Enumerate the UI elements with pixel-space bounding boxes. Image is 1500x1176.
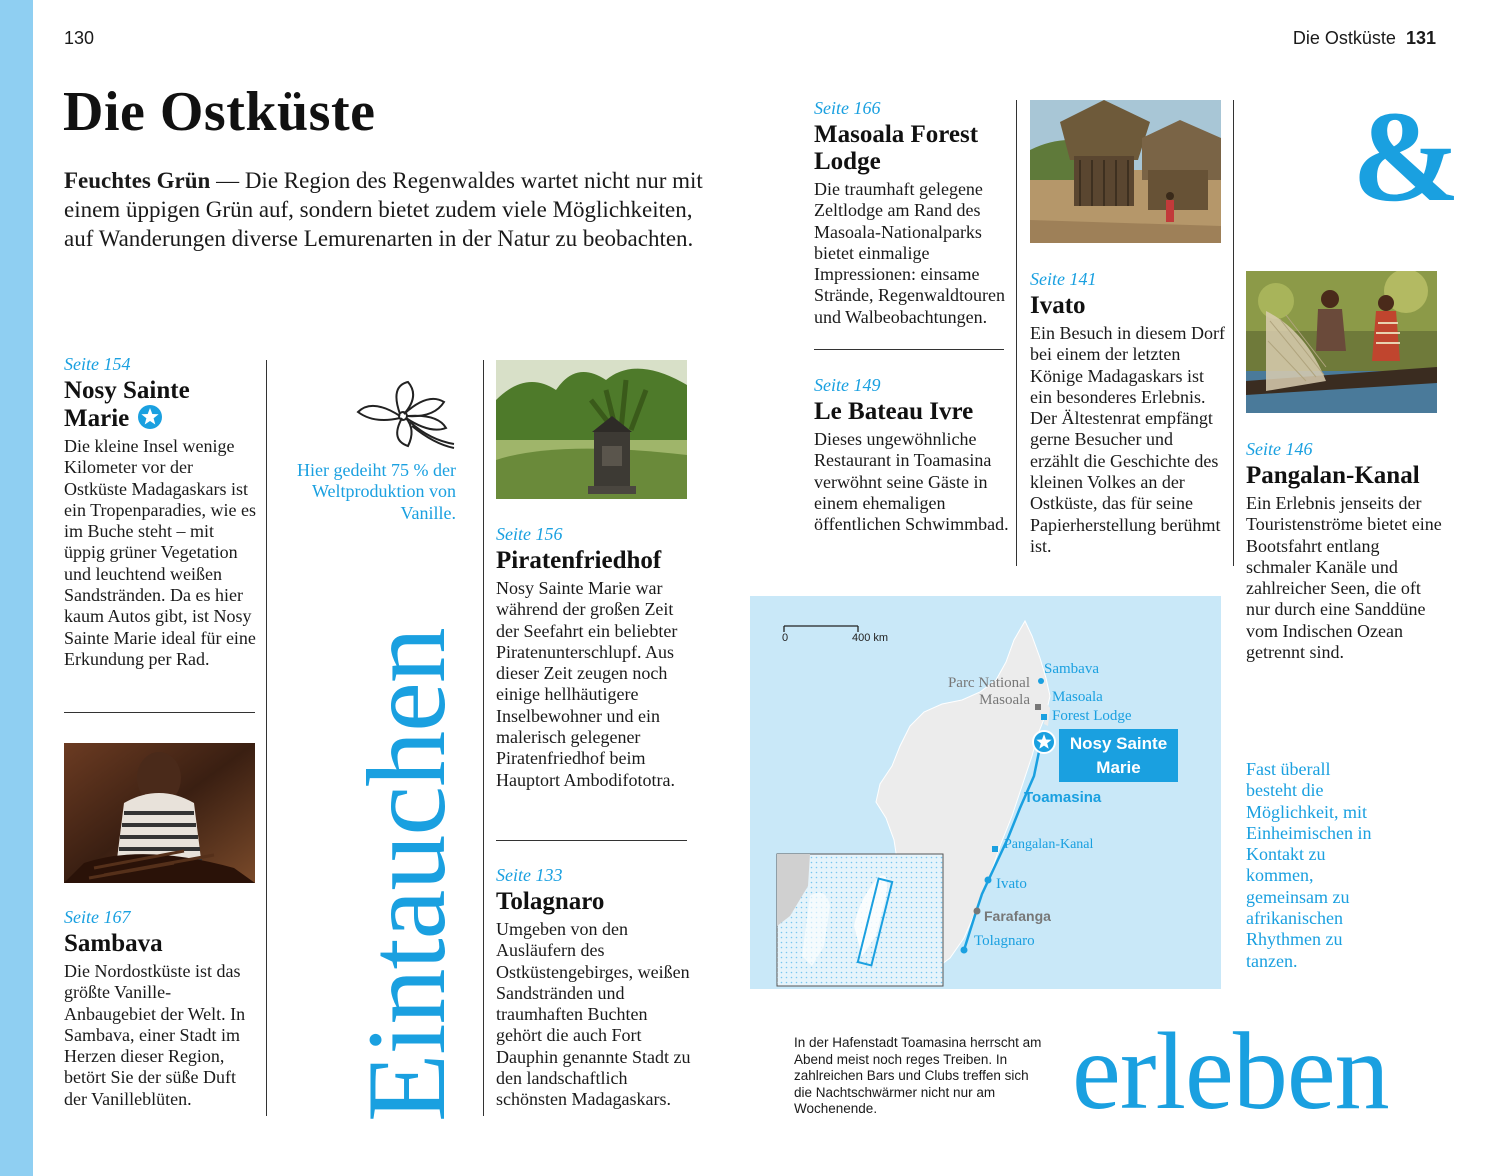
entry-text: Die traumhaft gelegene Zeltlodge am Rand des Masoala-Nationalparks bietet einmalige Impressionen: einsame Strände, Regenwaldtouren und Walbeobachtungen.	[814, 179, 1005, 327]
entry-page-ref: Seite 167	[64, 907, 131, 927]
entry-page-ref: Seite 149	[814, 375, 881, 395]
map-label-masoala-lodge	[1052, 688, 1132, 726]
map-label-masoala-line1: Masoala	[1052, 689, 1103, 705]
entry-page-ref: Seite 141	[1030, 269, 1097, 289]
entry-pangalan-kanal	[1246, 439, 1442, 663]
entry-masoala-forest-lodge	[814, 98, 1010, 328]
entry-sambava	[64, 907, 260, 1110]
entry-title: Piratenfriedhof	[496, 547, 662, 574]
lead-bold: Feuchtes Grün	[64, 168, 211, 193]
entry-tolagnaro	[496, 865, 692, 1111]
lead-text: — Die Region des Regenwaldes wartet nicht nur mit einem üppigen Grün auf, sondern bietet zudem viele Möglichkeiten, auf Wanderungen diverse Lemurenarten in der Natur zu beobachten.	[64, 168, 703, 251]
column-rule	[483, 360, 484, 1116]
map	[750, 596, 1221, 989]
map-label-ivato: Ivato	[996, 876, 1027, 892]
entry-text: Die Nordostküste ist das größte Vanille-Anbaugebiet der Welt. In Sambava, einer Stadt im Herzen dieser Region, betört Sie der süße Duft der Vanilleblüten.	[64, 961, 246, 1109]
lead-paragraph	[64, 166, 704, 253]
ampersand-heading: &	[1352, 85, 1461, 229]
map-label-pangalan: Pangalan-Kanal	[1004, 837, 1094, 852]
map-label-nosy-line2: Marie	[1096, 758, 1141, 777]
divider	[64, 712, 255, 713]
column-rule	[266, 360, 267, 1116]
entry-text: Die kleine Insel wenige Kilometer vor der Ostküste Madagaskars ist ein Tropenparadies, wie es im Buche steht – mit üppig grüner Vegetation und leuchtend weißen Sandstränden. Da es hier kaum Autos gibt, ist Nosy Sainte Marie ideal für eine Erkundung per Rad.	[64, 436, 256, 669]
map-label-parc	[936, 675, 1030, 709]
divider	[814, 349, 1004, 350]
entry-page-ref: Seite 133	[496, 865, 563, 885]
page-title: Die Ostküste	[63, 81, 376, 143]
vanilla-flower-icon	[350, 378, 456, 450]
entry-text: Ein Besuch in diesem Dorf bei einem der letzten Könige Madagaskars ist ein besonderes Erlebnis. Der Ältestenrat empfängt gerne Besucher und erzählt die Geschichte des kleinen Volkes an der Ostküste, das für seine Papierherstellung berühmt ist.	[1030, 323, 1225, 556]
locals-caption: Fast überall besteht die Möglichkeit, mit Einheimischen in Kontakt zu kommen, gemeinsam zu afrikanischen Rhythmen zu tanzen.	[1246, 759, 1372, 971]
entry-title: Tolagnaro	[496, 888, 605, 915]
entry-le-bateau-ivre	[814, 375, 1010, 535]
entry-page-ref: Seite 166	[814, 98, 881, 118]
entry-title: Sambava	[64, 930, 163, 957]
erleben-heading: erleben	[1072, 1010, 1389, 1132]
entry-title	[64, 377, 258, 432]
entry-page-ref: Seite 146	[1246, 439, 1313, 459]
column-rule	[1016, 100, 1017, 566]
map-graphic	[750, 596, 1221, 989]
entry-title: Le Bateau Ivre	[814, 398, 974, 425]
page-edge-bar	[0, 0, 33, 1176]
entry-piratenfriedhof	[496, 524, 692, 791]
photo-vanilla-worker	[64, 743, 255, 883]
page-number-left: 130	[64, 28, 95, 48]
map-label-sambava: Sambava	[1044, 661, 1099, 677]
map-label-parc-line2: Masoala	[979, 692, 1030, 708]
map-label-farafanga: Farafanga	[984, 908, 1051, 924]
photo-caption: In der Hafenstadt Toamasina herrscht am Abend meist noch reges Treiben. In zahlreichen Bars und Clubs treffen sich die Nachtschwärmer nicht nur am Wochenende.	[794, 1035, 1042, 1116]
map-label-masoala-line2: Forest Lodge	[1052, 708, 1132, 724]
map-label-nosy-line1: Nosy Sainte	[1069, 734, 1168, 753]
entry-title: Masoala Forest Lodge	[814, 121, 979, 175]
entry-text: Umgeben von den Ausläufern des Ostküstengebirges, weißen Sandstränden und traumhaften Buchten gehört die auch Fort Dauphin genannte Stadt zu den landschaftlich schönsten Madagaskars.	[496, 919, 691, 1110]
divider	[496, 840, 687, 841]
photo-fishing-canal	[1246, 271, 1437, 413]
entry-page-ref: Seite 154	[64, 354, 131, 374]
entry-text: Ein Erlebnis jenseits der Touristenströme bietet eine Bootsfahrt entlang schmaler Kanäle und zahlreicher Seen, die oft nur durch eine Sanddüne vom Indischen Ozean getrennt sind.	[1246, 493, 1442, 663]
map-label-tolagnaro: Tolagnaro	[974, 933, 1035, 949]
entry-title: Pangalan-Kanal	[1246, 462, 1420, 489]
entry-text: Nosy Sainte Marie war während der großen Zeit der Seefahrt ein beliebter Piratenunterschlupf. Aus dieser Zeit zeugen noch einige hellhäutigere Inselbewohner und ein malerisch gelegener Piratenfriedhof beim Hauptort Ambodifototra.	[496, 578, 678, 790]
entry-text: Dieses ungewöhnliche Restaurant in Toamasina verwöhnt seine Gäste in einem ehemaligen öffentlichen Schwimmbad.	[814, 429, 1009, 535]
vertical-heading: Eintauchen	[345, 628, 469, 1122]
map-label-nosy-sainte-marie	[1059, 729, 1178, 782]
running-header-title: Die Ostküste	[1292, 28, 1396, 48]
photo-village-huts	[1030, 100, 1221, 243]
photo-pirate-cemetery	[496, 360, 687, 499]
entry-nosy-sainte-marie	[64, 354, 258, 670]
map-label-toamasina: Toamasina	[1024, 789, 1102, 806]
entry-ivato	[1030, 269, 1226, 557]
star-icon	[137, 404, 163, 430]
scale-end: 400 km	[852, 632, 889, 644]
entry-page-ref: Seite 156	[496, 524, 563, 544]
running-header	[1293, 28, 1436, 49]
vanilla-caption: Hier gedeiht 75 % der Weltproduktion von Vanille.	[297, 460, 456, 523]
column-rule	[1233, 100, 1234, 566]
entry-title-text: Nosy Sainte Marie	[64, 377, 190, 432]
map-label-parc-line1: Parc National	[947, 675, 1030, 691]
page-number-right: 131	[1405, 28, 1436, 48]
scale-start: 0	[782, 632, 789, 644]
entry-title: Ivato	[1030, 292, 1086, 319]
